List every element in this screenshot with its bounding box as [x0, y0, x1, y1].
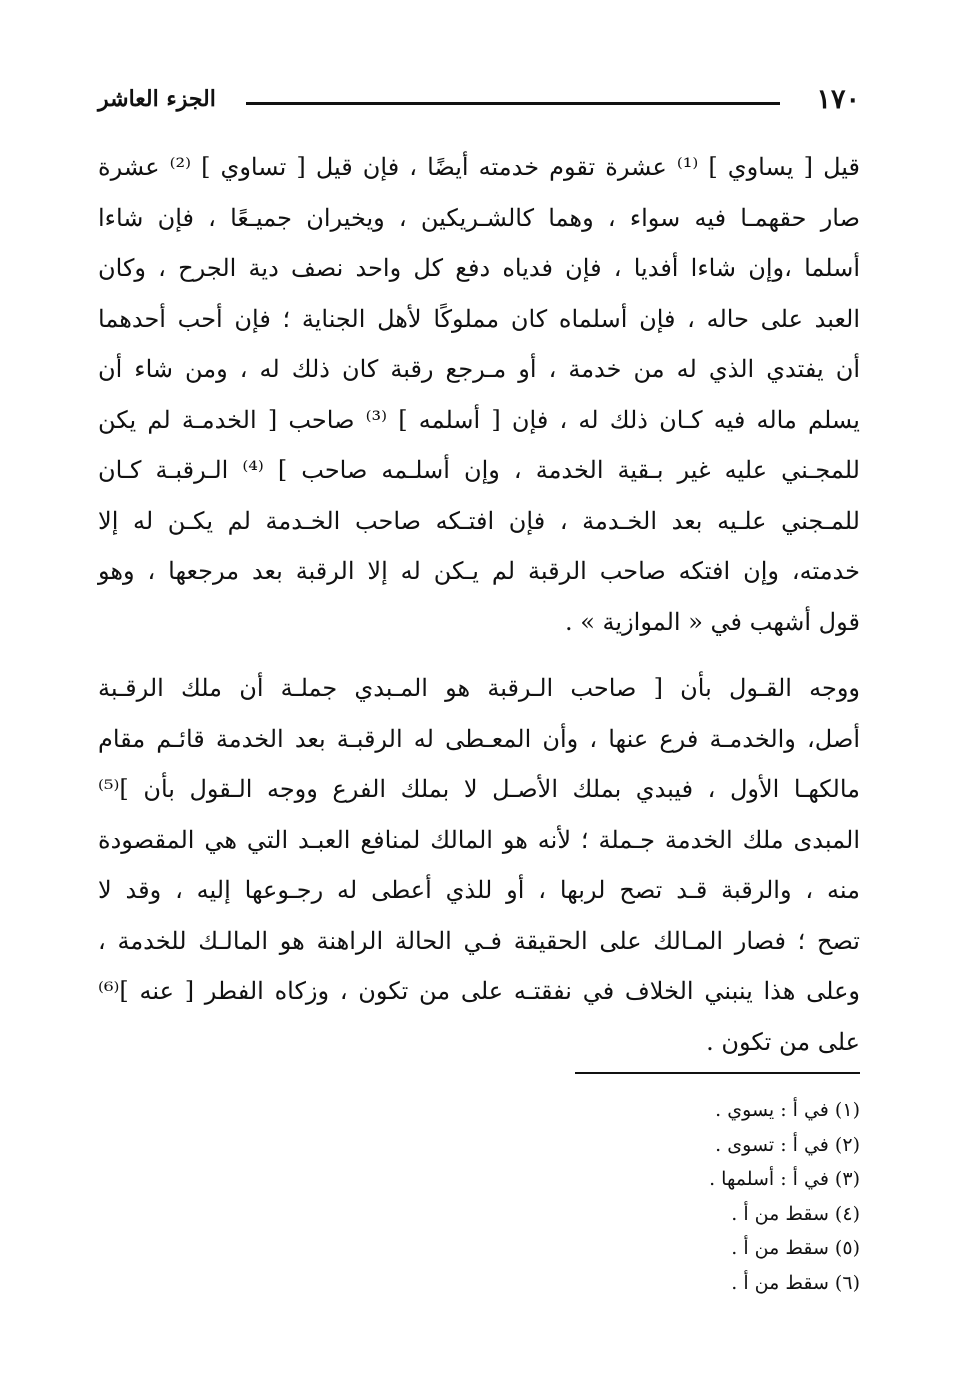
text-line: للمـجني علـيه بعد الخـدمة ، فإن افتـكه صاحب الخـدمة لم يكـن له إلا — [98, 506, 860, 535]
text-line: للمجـني عليه غير بـقية الخدمة ، وإن أسلـمه صاحب ] ⁽⁴⁾ الـرقبـة كـان — [98, 456, 860, 484]
text-line: منه ، والرقبة قـد تصح لربها ، أو للذي أعطى له رجـوعها إليه ، وقد لا — [98, 876, 860, 904]
running-header — [98, 80, 860, 120]
paragraph-2 — [98, 663, 860, 1067]
text-line: ووجه القـول بأن [ صاحب الـرقبة هو المـبدي جملـة أن ملك الرقـبة — [98, 674, 860, 702]
text-line: صار حقهمـا فيه سواء ، وهما كالشـريكين ، ويخيران جميـعًا ، فإن شاءا — [98, 203, 860, 232]
paragraph-1 — [98, 142, 860, 647]
text-line: أن يفتدي الذي له من خدمة ، أو مـرجع رقبة كان ذلك له ، ومن شاء أن — [98, 355, 860, 383]
header-rule — [246, 102, 780, 105]
footnote-2: (٢) في أ : تسوى . — [715, 1133, 860, 1156]
footnote-1: (١) في أ : يسوي . — [715, 1099, 860, 1121]
text-line: تصح ؛ فصار المـالك على الحقيقة فـي الحالة الراهنة هو المالـك للخدمة ، — [98, 926, 860, 955]
page-number: ١٧٠ — [816, 84, 860, 115]
text-line: أصل، والخدمـة فرع عنها ، وأن المعـطى له الرقبـة بعد الخدمة قائـم مقام — [98, 724, 860, 753]
text-line: قيل [ يساوي ] ⁽¹⁾ عشرة تقوم خدمته أيضًا ، فإن قيل [ تساوي ] ⁽²⁾ عشرة — [98, 153, 860, 181]
text-line: على من تكون . — [706, 1027, 860, 1056]
footnote-4: (٤) سقط من أ . — [731, 1202, 860, 1225]
part-title: الجزء العاشر — [98, 86, 216, 112]
text-line: خدمته، وإن افتكه صاحب الرقبة لم يـكن له إلا الرقبة بعد مرجعها ، وهو — [98, 557, 860, 585]
text-line: أسلما ،وإن شاءا أفديا ، فإن فدياه دفع كل واحد نصف دية الجرح ، وكان — [98, 254, 860, 282]
text-line: وعلى هذا ينبني الخلاف في نفقتـه على من تكون ، وزكاه الفطر [ عنه ]⁽⁶⁾ — [98, 977, 860, 1005]
main-text — [98, 142, 860, 1067]
footnote-3: (٣) في أ : أسلمها . — [709, 1168, 860, 1190]
text-line: مالكهـا الأول ، فيبدي بملك الأصـل لا بملك الفرع ووجه الـقول بأن ]⁽⁵⁾ — [98, 775, 860, 803]
footnote-separator — [575, 1072, 860, 1074]
footnotes — [460, 1093, 860, 1300]
text-line: قول أشهب في « الموازية » . — [564, 607, 860, 636]
footnote-6: (٦) سقط من أ . — [731, 1271, 860, 1294]
text-line: المبدى ملك الخدمة جـملة ؛ لأنه هو المالك لمنافع العبـد التي هي المقصودة — [98, 825, 860, 854]
footnote-5: (٥) سقط من أ . — [731, 1237, 860, 1259]
text-line: العبد على حاله ، فإن أسلماه كان مملوكًا لأهل الجناية ؛ فإن أحب أحدهما — [98, 304, 860, 333]
text-line: يسلم ماله فيه كـان ذلك له ، فإن [ أسلمه ] ⁽³⁾ صاحب [ الخدمـة لم يكن — [98, 405, 860, 434]
